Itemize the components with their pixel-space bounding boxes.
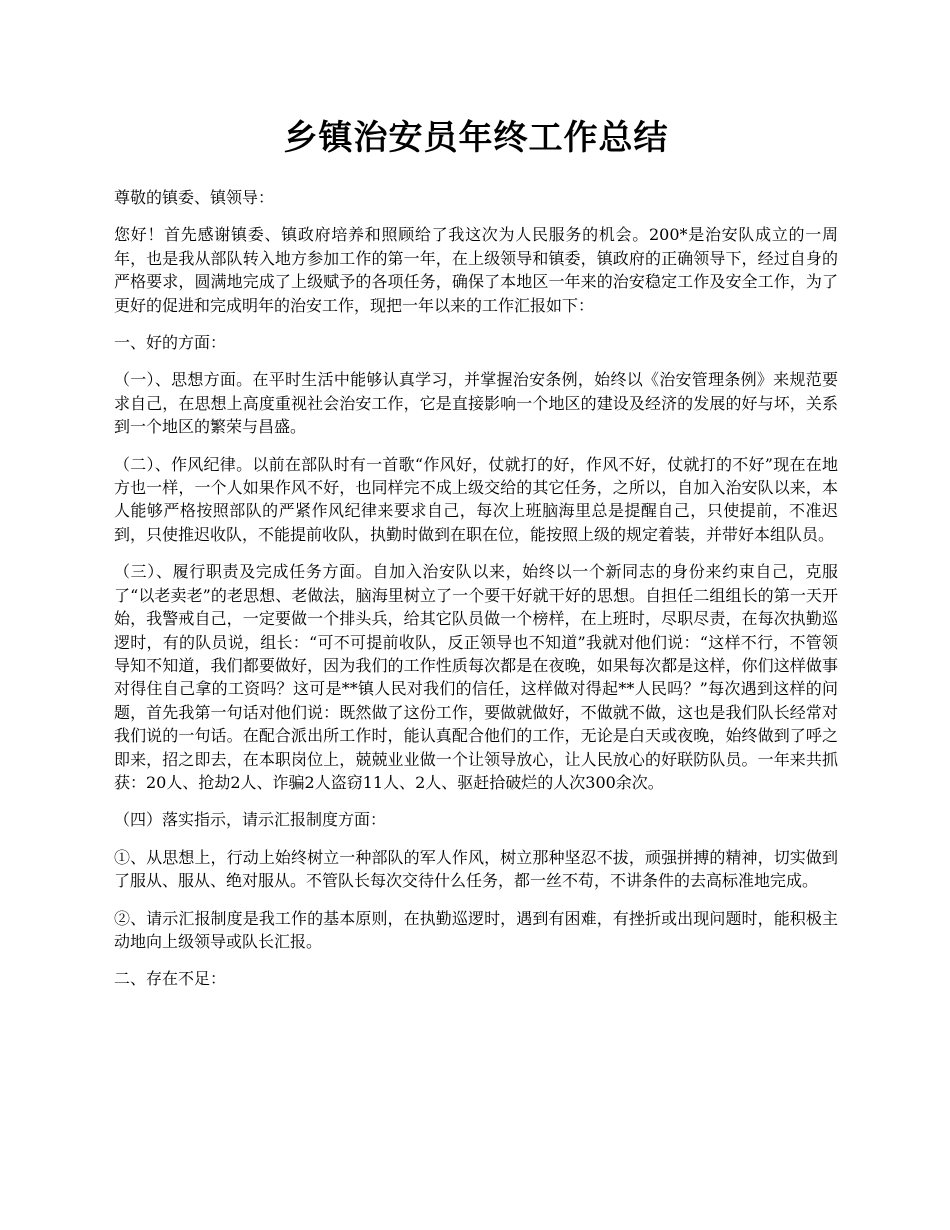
intro-paragraph: 您好！首先感谢镇委、镇政府培养和照顾给了我这次为人民服务的机会。200*是治安队成立的一周年，也是我从部队转入地方参加工作的第一年，在上级领导和镇委，镇政府的正确领导下，经过自身的严格要求，圆满地完成了上级赋予的各项任务，确保了本地区一年来的治安稳定工作及安全工作，为了更好的促进和完成明年的治安工作，现把一年以来的工作汇报如下： <box>114 225 838 315</box>
paragraph-duties: （三）、履行职责及完成任务方面。自加入治安队以来，始终以一个新同志的身份来约束自己，克服了“以老卖老”的老思想、老做法，脑海里树立了一个要干好就干好的思想。自担任二组组长的第一天开始，我警戒自己，一定要做一个排头兵，给其它队员做一个榜样，在上班时，尽职尽责，在每次执勤巡逻时，有的队员说，组长：“可不可提前收队，反正领导也不知道”我就对他们说：“这样不行，不管领导知不知道，我们都要做好，因为我们的工作性质每次都是在夜晚，如果每次都是这样，你们这样做事对得住自己拿的工资吗？这可是**镇人民对我们的信任，这样做对得起**人民吗？”每次遇到这样的问题，首先我第一句话对他们说：既然做了这份工作，要做就做好，不做就不做，这也是我们队长经常对我们说的一句话。在配合派出所工作时，能认真配合他们的工作，无论是白天或夜晚，始终做到了呼之即来，招之即去，在本职岗位上，兢兢业业做一个让领导放心，让人民放心的好联防队员。一年来共抓获：20人、抢劫2人、诈骗2人盗窃11人、2人、驱赶拾破烂的人次300余次。 <box>114 562 838 792</box>
document-page <box>114 112 838 1005</box>
section-heading-shortcomings: 二、存在不足： <box>114 969 227 989</box>
paragraph-thinking: （一）、思想方面。在平时生活中能够认真学习，并掌握治安条例，始终以《治安管理条例》来规范要求自己，在思想上高度重视社会治安工作，它是直接影响一个地区的建设及经济的发展的好与坏，关系到一个地区的繁荣与昌盛。 <box>114 370 838 437</box>
paragraph-reporting-item-1: ①、从思想上，行动上始终树立一种部队的军人作风，树立那种坚忍不拔，顽强拼搏的精神，切实做到了服从、服从、绝对服从。不管队长每次交待什么任务，都一丝不苟，不讲条件的去高标准地完成。 <box>114 847 838 891</box>
document-title: 乡镇治安员年终工作总结 <box>283 118 669 158</box>
paragraph-reporting-item-2: ②、请示汇报制度是我工作的基本原则，在执勤巡逻时，遇到有困难，有挫折或出现问题时，能积极主动地向上级领导或队长汇报。 <box>114 908 838 951</box>
salutation: 尊敬的镇委、镇领导： <box>114 188 275 207</box>
paragraph-discipline: （二）、作风纪律。以前在部队时有一首歌“作风好，仗就打的好，作风不好，仗就打的不好”现在在地方也一样，一个人如果作风不好，也同样完不成上级交给的其它任务，之所以，自加入治安队以来，本人能够严格按照部队的严紧作风纪律来要求自己，每次上班脑海里总是提醒自己，只使提前，不准迟到，只使推迟收队，不能提前收队，执勤时做到在职在位，能按照上级的规定着装，并带好本组队员。 <box>114 454 838 544</box>
paragraph-reporting-heading: （四）落实指示，请示汇报制度方面： <box>114 810 387 830</box>
section-heading-strengths: 一、好的方面： <box>114 333 227 353</box>
